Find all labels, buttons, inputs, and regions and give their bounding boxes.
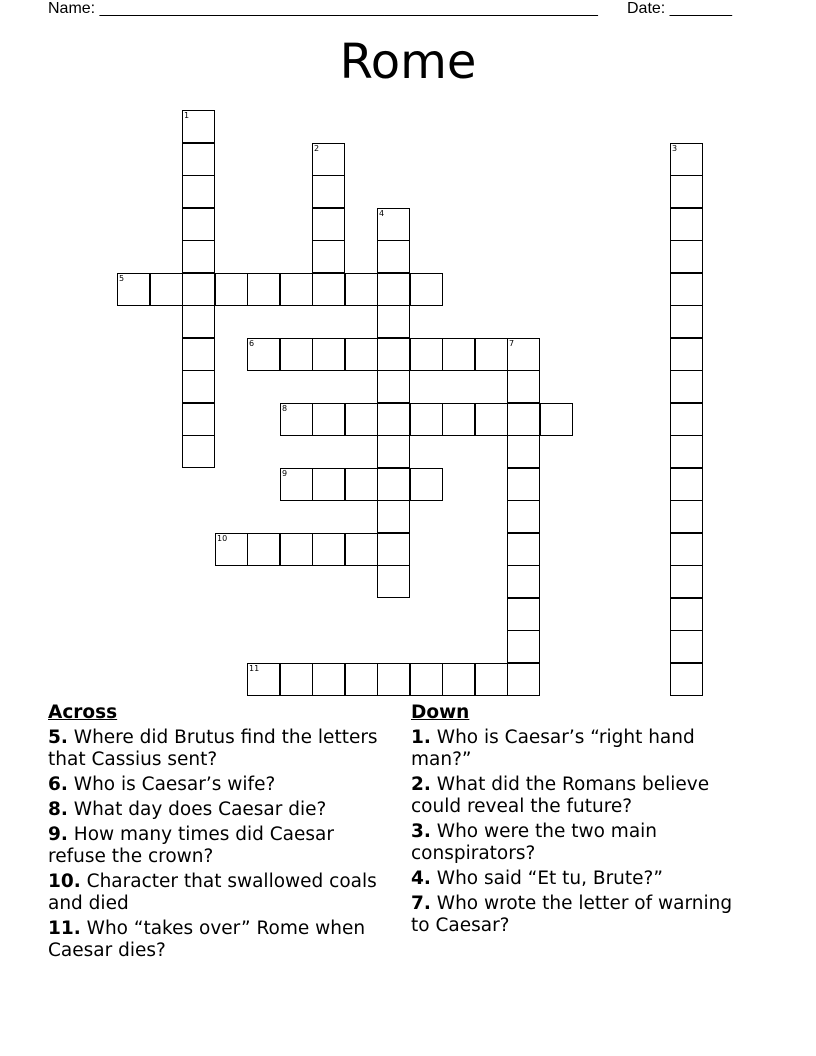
grid-cell[interactable] — [377, 435, 410, 468]
clue-number-label: 4. — [411, 868, 431, 889]
grid-cell[interactable] — [312, 663, 345, 696]
grid-cell[interactable] — [312, 208, 345, 241]
grid-cell[interactable] — [150, 273, 183, 306]
grid-cell[interactable] — [377, 565, 410, 598]
clue-number-label: 10. — [48, 871, 81, 892]
grid-cell[interactable] — [670, 143, 703, 176]
grid-cell[interactable] — [377, 500, 410, 533]
grid-cell[interactable] — [312, 143, 345, 176]
grid-cell[interactable] — [442, 403, 475, 436]
across-clue — [48, 918, 393, 962]
across-heading: Across — [48, 702, 118, 723]
grid-cell[interactable] — [507, 403, 540, 436]
grid-cell[interactable] — [410, 468, 443, 501]
down-heading: Down — [411, 702, 470, 723]
grid-cell[interactable] — [670, 175, 703, 208]
grid-cell[interactable] — [377, 403, 410, 436]
grid-cell[interactable] — [410, 403, 443, 436]
clue-text: Who “takes over” Rome when Caesar dies? — [48, 918, 366, 961]
grid-cell[interactable] — [410, 338, 443, 371]
grid-cell[interactable] — [507, 468, 540, 501]
grid-cell[interactable] — [247, 533, 280, 566]
grid-cell[interactable] — [182, 240, 215, 273]
grid-cell[interactable] — [670, 240, 703, 273]
grid-cell[interactable] — [312, 273, 345, 306]
grid-cell[interactable] — [670, 305, 703, 338]
clue-text: Who said “Et tu, Brute?” — [430, 868, 663, 889]
grid-cell[interactable] — [280, 663, 313, 696]
grid-cell[interactable] — [280, 468, 313, 501]
down-clue — [411, 868, 756, 890]
grid-cell[interactable] — [182, 338, 215, 371]
grid-cell[interactable] — [182, 110, 215, 143]
grid-cell[interactable] — [670, 370, 703, 403]
grid-cell[interactable] — [117, 273, 150, 306]
grid-cell[interactable] — [182, 175, 215, 208]
grid-cell[interactable] — [312, 533, 345, 566]
across-clues — [48, 702, 393, 965]
clue-text: What day does Caesar die? — [67, 799, 327, 820]
grid-cell[interactable] — [280, 338, 313, 371]
grid-cell[interactable] — [507, 565, 540, 598]
grid-cell[interactable] — [377, 533, 410, 566]
down-clue — [411, 821, 756, 865]
grid-cell[interactable] — [312, 338, 345, 371]
clue-text: Where did Brutus find the letters that Cassius sent? — [48, 727, 378, 770]
clue-text: Who wrote the letter of warning to Caesar? — [411, 893, 733, 936]
down-clues — [411, 702, 756, 940]
grid-cell[interactable] — [182, 403, 215, 436]
grid-cell[interactable] — [182, 435, 215, 468]
grid-cell[interactable] — [247, 273, 280, 306]
grid-cell[interactable] — [182, 370, 215, 403]
grid-cell[interactable] — [670, 533, 703, 566]
grid-cell[interactable] — [670, 663, 703, 696]
grid-cell[interactable] — [410, 663, 443, 696]
grid-cell[interactable] — [670, 630, 703, 663]
grid-cell[interactable] — [670, 500, 703, 533]
grid-cell[interactable] — [507, 338, 540, 371]
across-clue — [48, 824, 393, 868]
grid-cell[interactable] — [507, 533, 540, 566]
clue-number: 5 — [119, 274, 125, 283]
grid-cell[interactable] — [312, 240, 345, 273]
grid-cell[interactable] — [377, 208, 410, 241]
grid-cell[interactable] — [670, 338, 703, 371]
grid-cell[interactable] — [540, 403, 573, 436]
clue-number-label: 3. — [411, 821, 431, 842]
clue-number-label: 1. — [411, 727, 431, 748]
clue-number: 1 — [184, 111, 190, 120]
grid-cell[interactable] — [507, 435, 540, 468]
clue-text: Who were the two main conspirators? — [411, 821, 658, 864]
clue-number-label: 6. — [48, 774, 68, 795]
across-clue — [48, 871, 393, 915]
grid-cell[interactable] — [442, 663, 475, 696]
grid-cell[interactable] — [377, 663, 410, 696]
grid-cell[interactable] — [507, 630, 540, 663]
clue-text: Character that swallowed coals and died — [48, 871, 377, 914]
grid-cell[interactable] — [345, 338, 378, 371]
page-title: Rome — [339, 34, 477, 90]
grid-cell[interactable] — [507, 370, 540, 403]
down-clue — [411, 727, 756, 771]
grid-cell[interactable] — [345, 663, 378, 696]
grid-cell[interactable] — [215, 533, 248, 566]
grid-cell[interactable] — [507, 663, 540, 696]
clue-text: Who is Caesar’s wife? — [67, 774, 276, 795]
grid-cell[interactable] — [475, 338, 508, 371]
clue-number: 9 — [282, 469, 288, 478]
grid-cell[interactable] — [345, 533, 378, 566]
grid-cell[interactable] — [377, 338, 410, 371]
grid-cell[interactable] — [215, 273, 248, 306]
down-clue — [411, 774, 756, 818]
grid-cell[interactable] — [280, 273, 313, 306]
clue-text: What did the Romans believe could reveal the future? — [411, 774, 710, 817]
clue-number-label: 8. — [48, 799, 68, 820]
grid-cell[interactable] — [280, 403, 313, 436]
clue-number: 4 — [379, 209, 385, 218]
clue-number: 8 — [282, 404, 288, 413]
grid-cell[interactable] — [670, 435, 703, 468]
grid-cell[interactable] — [182, 273, 215, 306]
across-clue — [48, 799, 393, 821]
across-clue — [48, 727, 393, 771]
grid-cell[interactable] — [247, 338, 280, 371]
date-field[interactable]: Date: _______ — [627, 0, 732, 17]
clue-number-label: 5. — [48, 727, 68, 748]
grid-cell[interactable] — [345, 403, 378, 436]
clue-number: 7 — [509, 339, 515, 348]
grid-cell[interactable] — [345, 468, 378, 501]
clue-number-label: 11. — [48, 918, 81, 939]
grid-cell[interactable] — [377, 468, 410, 501]
grid-cell[interactable] — [377, 370, 410, 403]
grid-cell[interactable] — [670, 403, 703, 436]
clue-number-label: 9. — [48, 824, 68, 845]
grid-cell[interactable] — [475, 663, 508, 696]
grid-cell[interactable] — [442, 338, 475, 371]
grid-cell[interactable] — [670, 565, 703, 598]
grid-cell[interactable] — [377, 240, 410, 273]
clue-number: 2 — [314, 144, 320, 153]
grid-cell[interactable] — [247, 663, 280, 696]
clue-number: 10 — [217, 534, 228, 543]
grid-cell[interactable] — [182, 143, 215, 176]
clue-number-label: 2. — [411, 774, 431, 795]
grid-cell[interactable] — [312, 175, 345, 208]
grid-cell[interactable] — [670, 598, 703, 631]
grid-cell[interactable] — [670, 468, 703, 501]
grid-cell[interactable] — [377, 273, 410, 306]
grid-cell[interactable] — [670, 273, 703, 306]
grid-cell[interactable] — [475, 403, 508, 436]
down-clue — [411, 893, 756, 937]
grid-cell[interactable] — [410, 273, 443, 306]
clue-text: How many times did Caesar refuse the crown? — [48, 824, 334, 867]
grid-cell[interactable] — [345, 273, 378, 306]
grid-cell[interactable] — [280, 533, 313, 566]
grid-cell[interactable] — [507, 598, 540, 631]
grid-cell[interactable] — [670, 208, 703, 241]
grid-cell[interactable] — [312, 403, 345, 436]
grid-cell[interactable] — [182, 208, 215, 241]
grid-cell[interactable] — [507, 500, 540, 533]
clue-number: 11 — [249, 664, 260, 673]
clue-number: 3 — [672, 144, 678, 153]
clue-text: Who is Caesar’s “right hand man?” — [411, 727, 695, 770]
grid-cell[interactable] — [377, 305, 410, 338]
clue-number-label: 7. — [411, 893, 431, 914]
clue-number: 6 — [249, 339, 255, 348]
grid-cell[interactable] — [312, 468, 345, 501]
name-field[interactable]: Name: ________________________________________________________ — [48, 0, 598, 17]
across-clue — [48, 774, 393, 796]
grid-cell[interactable] — [182, 305, 215, 338]
